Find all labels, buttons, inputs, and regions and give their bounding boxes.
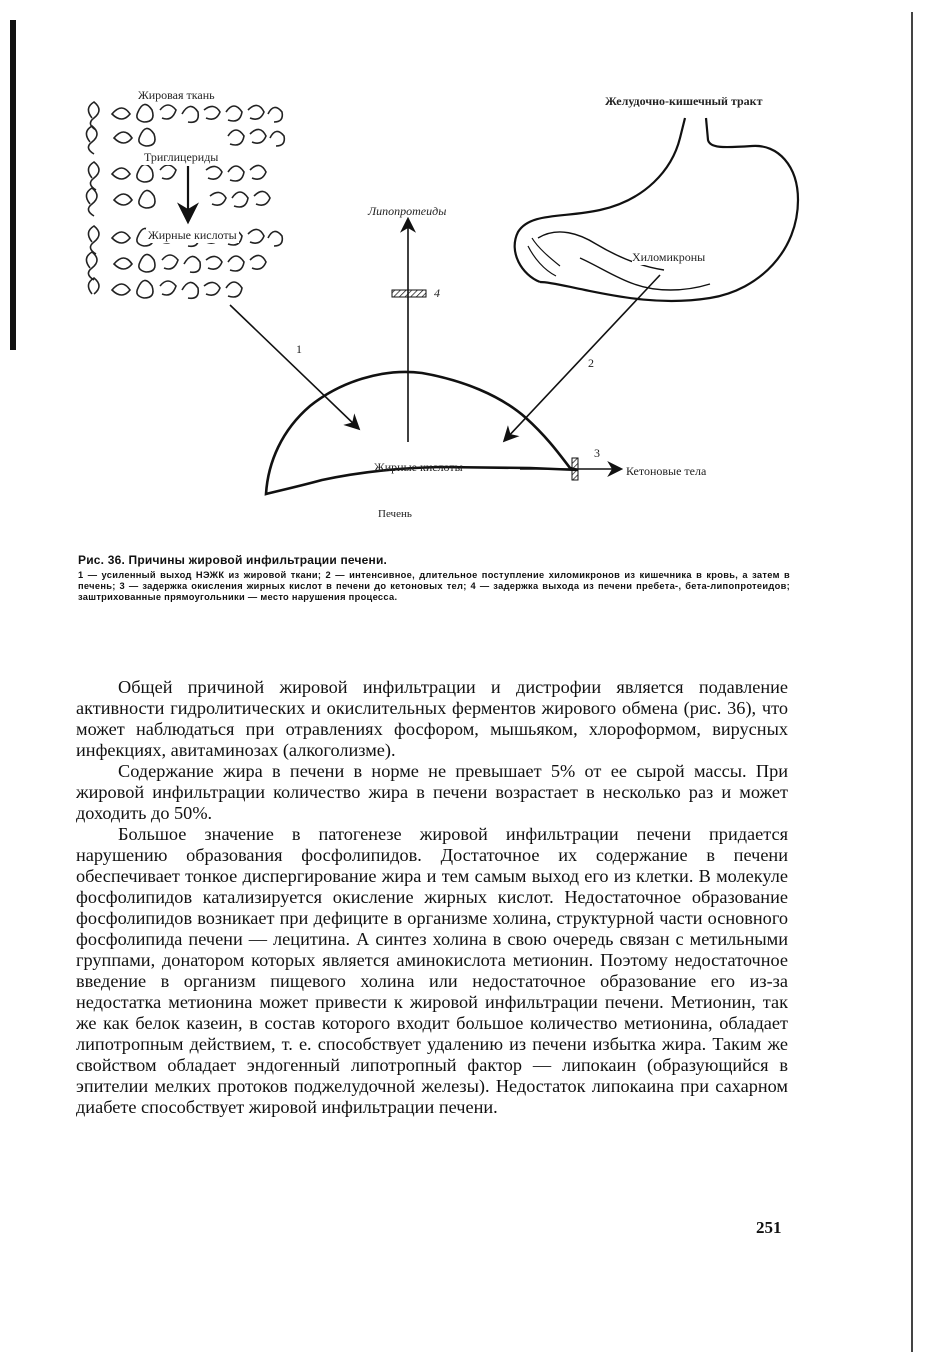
stomach-drawing [515, 118, 798, 301]
block-4-hatched [392, 290, 426, 297]
liver-outline [266, 372, 578, 494]
paragraph: Содержание жира в печени в норме не превышает 5% от ее сырой массы. При жировой инфильтрации количество жира в печени возрастает в несколько раз и может доходить до 50%. [76, 761, 788, 823]
adipose-tissue-cells [86, 102, 284, 298]
label-fatty-acids-liver: Жирные кислоты [374, 460, 463, 474]
label-number-4: 4 [434, 286, 440, 300]
figure-fatty-infiltration [60, 70, 840, 540]
arrow-1-adipose-to-liver [230, 305, 358, 428]
label-number-2: 2 [588, 356, 594, 370]
label-lipoproteins: Липопротеиды [368, 204, 447, 218]
scan-edge-left [10, 20, 16, 350]
caption-body: 1 — усиленный выход НЭЖК из жировой ткани; 2 — интенсивное, длительное поступление хиломикронов из кишечника в кровь, а затем в печень; 3 — задержка окисления жирных кислот в печени до кетоновых тел; 4 — задержка выхода из печени пребета-, бета-липопротеидов; заштрихованные прямоугольники — место нарушения процесса. [78, 570, 790, 602]
figure-caption [78, 553, 790, 603]
paragraph: Общей причиной жировой инфильтрации и дистрофии является подавление активности гидролитических и окислительных ферментов жирового обмена (рис. 36), что может наблюдаться при отравлениях фосфором, мышьяком, хлороформом, вирусных инфекциях, авитаминозах (алкоголизме). [76, 677, 788, 760]
paragraph: Большое значение в патогенезе жировой инфильтрации печени придается нарушению образования фосфолипидов. Достаточное их содержание в печени обеспечивает тонкое диспергирование жира и тем самым выход его из клетки. В молекуле фосфолипидов катализируется окисление жирных кислот. Недостаточное образование фосфолипидов возникает при дефиците в организме холина, структурной части основного фосфолипида печени — лецитина. А синтез холина в свою очередь связан с метильными группами, донатором которых является аминокислота метионин. Поэтому недостаточное введение в организм пищевого холина или недостаточное образование его из-за недостатка метионина может привести к жировой инфильтрации печени. Метионин, так же как белок казеин, в состав которого входит большое количество метионина, обладает липотропным действием, т. е. способствует удалению из печени избытка жира. Таким же свойством обладает эндогенный липотропный фактор — липокаин (образующийся в эпителии мелких протоков поджелудочной железы). Недостаток липокаина при сахарном диабете способствует жировой инфильтрации печени. [76, 824, 788, 1117]
label-triglycerides: Триглицериды [144, 150, 219, 164]
label-number-3: 3 [594, 446, 600, 460]
label-fatty-acids-adipose: Жирные кислоты [148, 228, 237, 242]
page-number: 251 [756, 1218, 782, 1237]
body-text [76, 677, 788, 1118]
label-number-1: 1 [296, 342, 302, 356]
label-ketone-bodies: Кетоновые тела [626, 464, 707, 478]
scan-edge-right [911, 12, 913, 1352]
label-gi-tract: Желудочно-кишечный тракт [605, 94, 763, 108]
caption-title: Рис. 36. Причины жировой инфильтрации печени. [78, 553, 388, 567]
label-adipose-tissue: Жировая ткань [138, 88, 215, 102]
block-3-hatched [572, 458, 578, 480]
label-chylomicrons: Хиломикроны [632, 250, 706, 264]
label-liver: Печень [378, 508, 412, 520]
